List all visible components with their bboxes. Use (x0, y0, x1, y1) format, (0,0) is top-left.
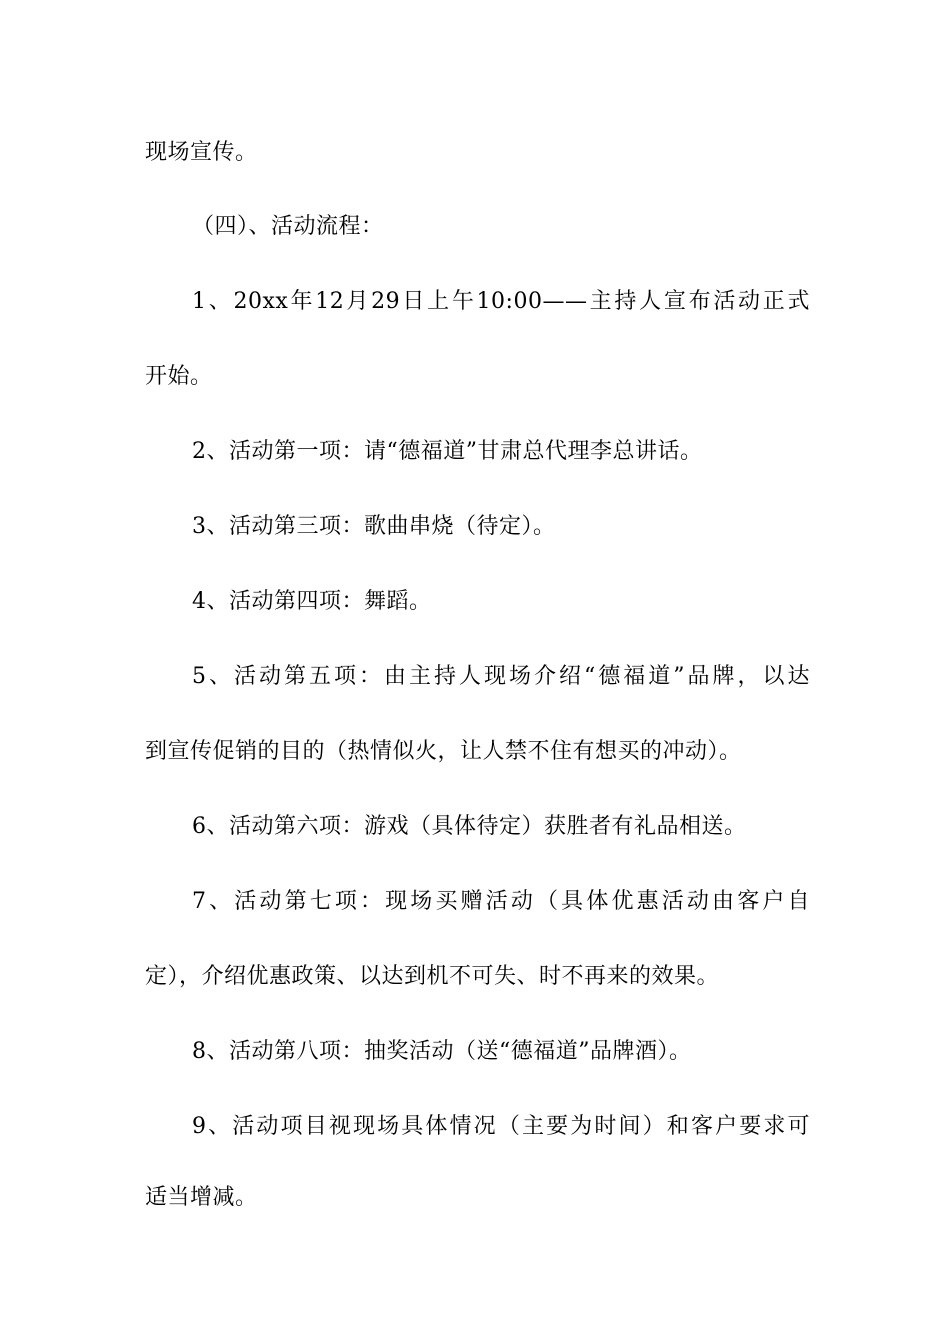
list-item-9: 9、活动项目视现场具体情况（主要为时间）和客户要求可 (192, 1114, 810, 1139)
list-item-3: 3、活动第三项：歌曲串烧（待定）。 (192, 514, 556, 539)
list-item-6: 6、活动第六项：游戏（具体待定）获胜者有礼品相送。 (192, 814, 747, 839)
list-item-9-continued: 适当增减。 (145, 1185, 258, 1210)
list-item-1: 1、20xx年12月29日上午10:00——主持人宣布活动正式 (192, 289, 810, 314)
list-item-5: 5、活动第五项：由主持人现场介绍“德福道”品牌，以达 (192, 664, 810, 689)
section-heading: （四）、活动流程： (192, 214, 384, 239)
list-item-5-continued: 到宣传促销的目的（热情似火，让人禁不住有想买的冲动）。 (145, 739, 742, 764)
list-item-1-continued: 开始。 (145, 364, 213, 389)
list-item-2: 2、活动第一项：请“德福道”甘肃总代理李总讲话。 (192, 439, 703, 464)
list-item-7: 7、活动第七项：现场买赠活动（具体优惠活动由客户自 (192, 889, 810, 914)
list-item-7-continued: 定），介绍优惠政策、以达到机不可失、时不再来的效果。 (145, 964, 720, 989)
list-item-4: 4、活动第四项：舞蹈。 (192, 589, 432, 614)
list-item-8: 8、活动第八项：抽奖活动（送“德福道”品牌酒）。 (192, 1039, 692, 1064)
paragraph-line: 现场宣传。 (145, 140, 258, 165)
